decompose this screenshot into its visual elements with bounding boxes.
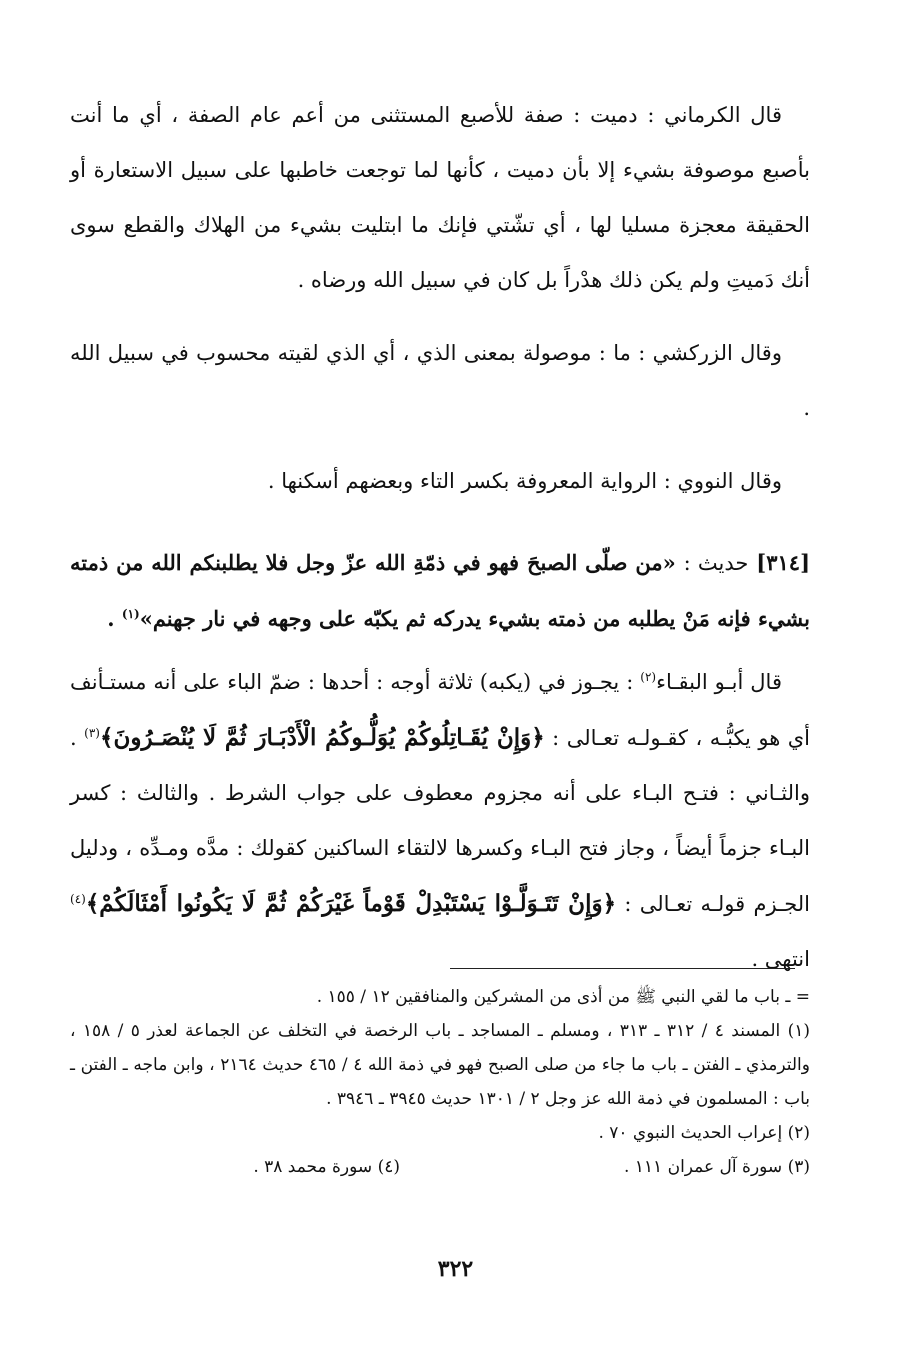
quran-verse-1: ﴿وَإِنْ يُقَـاتِلُوكُمْ يُوَلُّـوكُمُ الْأَدْبَـارَ ثُمَّ لَا يُنْصَـرُونَ﴾ (99, 724, 545, 751)
hadith-block: [٣١٤] حديث : «من صلّى الصبحَ فهو في ذمّةِ الله عزّ وجل فلا يطلبنكم الله من ذمته بشيء فإنه مَنْ يطلبه من ذمته بشيء يدركه ثم يكبّه على وجهه في نار جهنم»$^{(١)}$ . (70, 550, 811, 631)
hadith-number: [٣١٤] (756, 550, 811, 575)
abul-baqa-text-2: . والثـاني : فتـح البـاء على أنه مجزوم معطوف على جواب الشرط . والثالث : كسر البـاء جزماً أيضاً ، وجاز فتح البـاء وكسرها لالتقاء الساكنين كقولك : مدَّه ومـدِّه ، ودليل الجـزم قولـه تعـالى : (70, 726, 810, 916)
page-body (70, 88, 810, 993)
footnote-1: (١) المسند ٤ / ٣١٢ ـ ٣١٣ ، ومسلم ـ المساجد ـ باب الرخصة في التخلف عن الجماعة لعذر ٥ / ١٥٨ ، والترمذي ـ الفتن ـ باب ما جاء من صلى الصبح فهو في ذمة الله ٤ / ٤٦٥ حديث ٢١٦٤ ، وابن ماجه ـ الفتن ـ باب : المسلمون في ذمة الله عز وجل ٢ / ١٣٠١ حديث ٣٩٤٥ ـ ٣٩٤٦ . (70, 1021, 810, 1109)
footnote-3: (٣) سورة آل عمران ١١١ . (623, 1157, 810, 1177)
paragraph-nawawi: وقال النووي : الرواية المعروفة بكسر التاء وبعضهم أسكنها . (267, 469, 782, 493)
footnote-separator (450, 968, 795, 969)
paragraph-zarkashi: وقال الزركشي : ما : موصولة بمعنى الذي ، أي الذي لقيته محسوب في سبيل الله . (70, 341, 810, 420)
footnotes (70, 980, 810, 1184)
footnote-ref-1: (١) (121, 607, 140, 621)
quran-verse-2: ﴿وَإِنْ تَتَـوَلَّـوْا يَسْتَبْدِلْ قَوْماً غَيْرَكُمْ ثُمَّ لَا يَكُونُوا أَمْثَالَكُمْ﴾ (85, 890, 617, 917)
page-number: ٣٢٢ (437, 1256, 474, 1282)
hadith-text: «من صلّى الصبحَ فهو في ذمّةِ الله عزّ وجل فلا يطلبنكم الله من ذمته بشيء فإنه مَنْ يطلبه من ذمته بشيء يدركه ثم يكبّه على وجهه في نار جهنم» (70, 550, 810, 631)
footnote-ref-3: (٣) (84, 726, 100, 740)
abul-baqa-intro: قال أبـو البقـاء (656, 670, 782, 694)
footnote-2: (٢) إعراب الحديث النبوي ٧٠ . (598, 1123, 810, 1143)
paragraph-abul-baqa (70, 655, 810, 987)
footnote-4: (٤) سورة محمد ٣٨ . (253, 1157, 400, 1177)
abul-baqa-end: انتهى . (751, 947, 810, 971)
abul-baqa-text: : يجـوز في (يكبه) ثلاثة أوجه : أحدها : ضمّ الباء على أنه مستـأنف أي هو يكبُّـه ، كقـولـه تعـالى : (70, 670, 810, 750)
paragraph-kirmani: قال الكرماني : دميت : صفة للأصبع المستثنى من أعم عام الصفة ، أي ما أنت بأصبع موصوفة بشيء إلا بأن دميت ، كأنها لما توجعت خاطبها على سبيل الاستعارة أو الحقيقة معجزة مسليا لها ، أي تشّتي فإنك ما ابتليت بشيء من الهلاك والقطع سوى أنك دَميتِ ولم يكن ذلك هدْراً بل كان في سبيل الله ورضاه . (70, 103, 810, 292)
footnote-ref-4: (٤) (70, 892, 86, 906)
footnote-ref-2: (٢) (640, 670, 657, 684)
hadith-label: حديث : (683, 551, 749, 575)
footnote-pair (70, 1150, 810, 1184)
footnote-carry: = ـ باب ما لقي النبي ﷺ من أذى من المشركين والمنافقين ١٢ / ١٥٥ . (316, 987, 810, 1007)
